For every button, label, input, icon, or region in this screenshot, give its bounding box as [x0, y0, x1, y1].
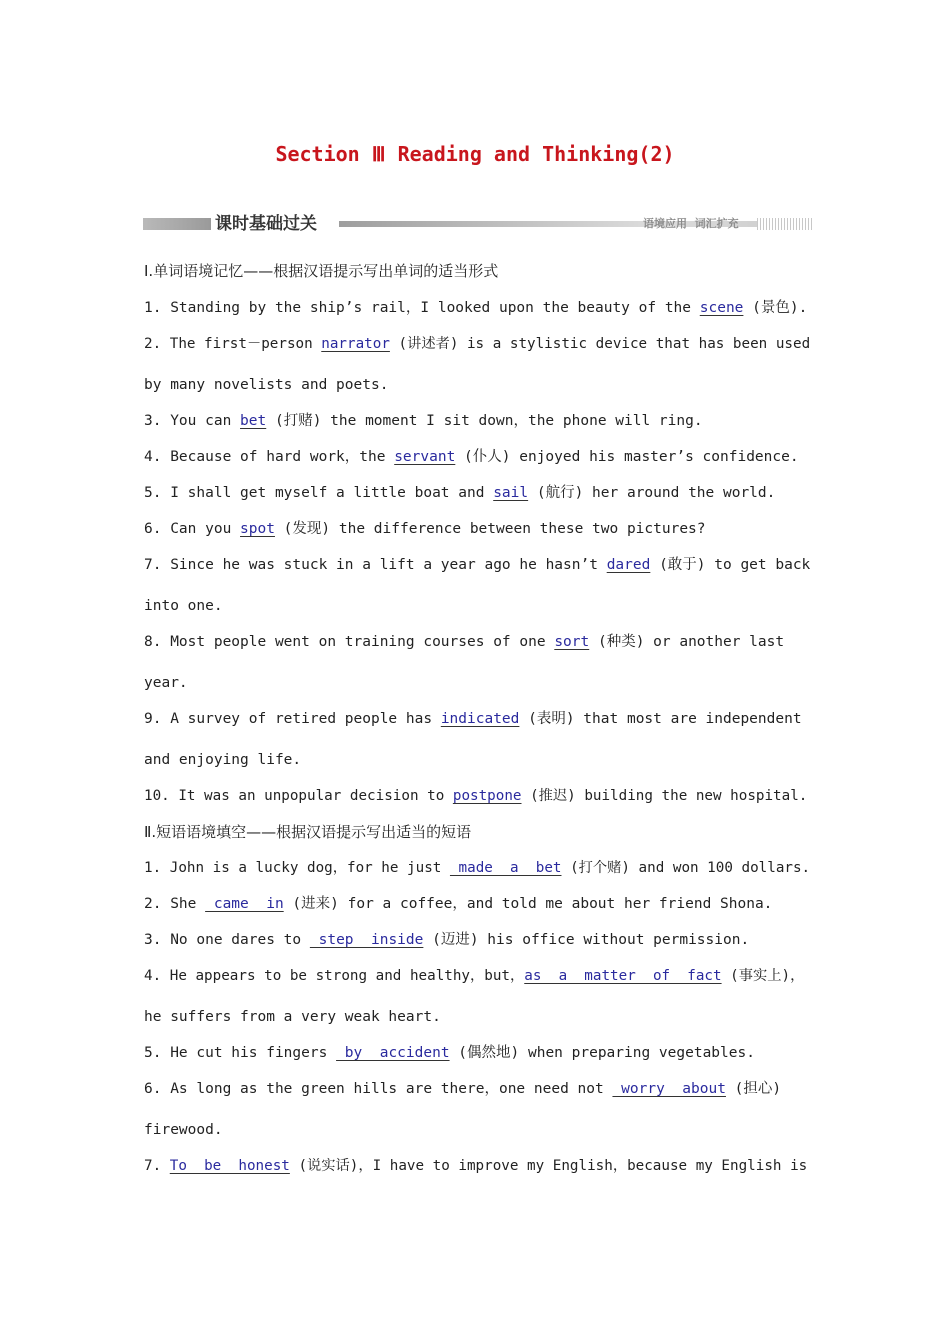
answer-blank: scene: [699, 300, 744, 316]
answer-blank: sort: [554, 634, 590, 650]
s1-item-4: 4. Because of hard work，the servant (仆人) enjoyed his master’s confidence.: [144, 449, 799, 465]
section-banner: [143, 212, 813, 236]
s1-item-9-cont: and enjoying life.: [144, 752, 302, 768]
s2-item-7: 7. To be honest (说实话)，I have to improve my English，because my English is: [144, 1158, 808, 1174]
s2-item-1: 1. John is a lucky dog，for he just made a bet (打个赌) and won 100 dollars.: [144, 860, 811, 876]
s1-item-2: 2. The first－person narrator (讲述者) is a stylistic device that has been used: [144, 336, 811, 352]
answer-blank: as a matter of fact: [524, 968, 722, 984]
s2-item-6-cont: firewood.: [144, 1122, 223, 1138]
answer-blank: postpone: [452, 788, 522, 804]
answer-blank: spot: [240, 521, 275, 537]
answer-blank: indicated: [440, 711, 520, 727]
s1-item-2-cont: by many novelists and poets.: [144, 377, 389, 393]
s1-item-9: 9. A survey of retired people has indicated (表明) that most are independent: [144, 711, 802, 727]
s1-item-7: 7. Since he was stuck in a lift a year ago he hasn’t dared (敢于) to get back: [144, 557, 811, 573]
s2-item-4: 4. He appears to be strong and healthy，but，as a matter of fact (事实上)，: [144, 968, 805, 984]
answer-blank: made a bet: [449, 860, 562, 876]
s1-item-7-cont: into one.: [144, 598, 223, 614]
s1-item-5: 5. I shall get myself a little boat and sail (航行) her around the world.: [144, 485, 776, 501]
answer-blank: by accident: [336, 1045, 450, 1061]
banner-left-bar: [143, 218, 211, 230]
answer-blank: narrator: [321, 336, 390, 352]
answer-blank: To be honest: [169, 1158, 290, 1174]
s1-item-10: 10. It was an unpopular decision to postpone (推迟) building the new hospital.: [144, 788, 808, 804]
banner-right-text: 语境应用 词汇扩充: [643, 217, 739, 230]
s1-item-8: 8. Most people went on training courses of one sort (种类) or another last: [144, 634, 785, 650]
answer-blank: bet: [240, 413, 267, 429]
s1-item-1: 1. Standing by the ship’s rail，I looked upon the beauty of the scene (景色).: [144, 300, 808, 316]
answer-blank: worry about: [612, 1081, 726, 1097]
answer-blank: servant: [394, 449, 456, 465]
s1-item-6: 6. Can you spot (发现) the difference between these two pictures?: [144, 521, 706, 537]
answer-blank: dared: [606, 557, 651, 573]
banner-label: 课时基础过关: [215, 214, 317, 234]
section1-heading: Ⅰ.单词语境记忆——根据汉语提示写出单词的适当形式: [144, 262, 499, 280]
s1-item-8-cont: year.: [144, 675, 188, 691]
s2-item-2: 2. She came in (进来) for a coffee，and told me about her friend Shona.: [144, 896, 773, 912]
answer-blank: came in: [205, 896, 284, 912]
answer-blank: step inside: [309, 932, 424, 948]
s2-item-5: 5. He cut his fingers by accident (偶然地) when preparing vegetables.: [144, 1045, 755, 1061]
s2-item-3: 3. No one dares to step inside (迈进) his office without permission.: [144, 932, 750, 948]
s1-item-3: 3. You can bet (打赌) the moment I sit down，the phone will ring.: [144, 413, 703, 429]
s2-item-4-cont: he suffers from a very weak heart.: [144, 1009, 441, 1025]
answer-blank: sail: [493, 485, 529, 501]
section2-heading: Ⅱ.短语语境填空——根据汉语提示写出适当的短语: [144, 823, 472, 841]
s2-item-6: 6. As long as the green hills are there，one need not worry about (担心): [144, 1081, 782, 1097]
page-title: Section Ⅲ Reading and Thinking(2): [275, 142, 675, 166]
banner-stripes: [757, 218, 813, 230]
